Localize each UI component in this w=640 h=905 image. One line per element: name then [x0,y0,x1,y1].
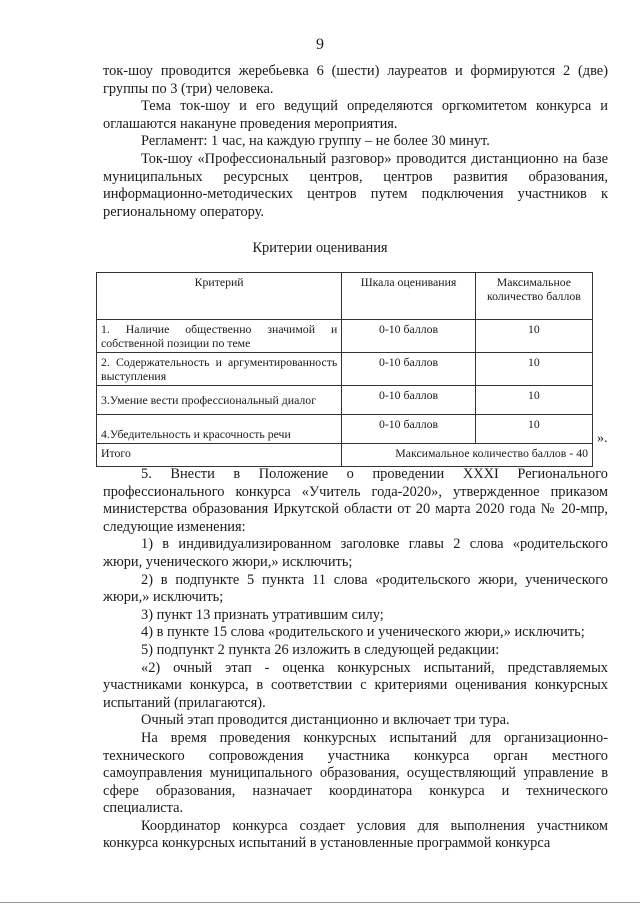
bottom-text-block [103,466,608,853]
table-row [97,415,593,444]
top-text-block [103,63,608,221]
table-caption: Критерии оценивания [252,240,388,256]
header-cell: Шкала оценивания [342,273,476,320]
closing-quote: ». [597,431,608,446]
paragraph: 1) в индивидуализированном заголовке главы 2 слова «родительского жюри, ученического жюри,» исключить; [103,536,608,570]
max-score-cell: 10 [475,415,592,444]
total-value-cell: Максимальное количество баллов - 40 [342,444,593,467]
table-total-row [97,444,593,467]
scale-cell: 0-10 баллов [342,353,476,386]
table-row [97,386,593,415]
scale-cell: 0-10 баллов [342,320,476,353]
total-label-cell: Итого [97,444,342,467]
scan-edge-divider [0,902,640,903]
scale-cell: 0-10 баллов [342,415,476,444]
criterion-cell: 1. Наличие общественно значимой и собственной позиции по теме [97,320,342,353]
paragraph: Ток-шоу «Профессиональный разговор» проводится дистанционно на базе муниципальных ресурсных центров, центров развития образования, информационно-методических центров путем подключения участников к региональному оператору. [103,150,608,220]
paragraph: Регламент: 1 час, на каждую группу – не более 30 минут. [141,133,490,150]
criterion-cell: 4.Убедительность и красочность речи [97,415,342,444]
paragraph: 4) в пункте 15 слова «родительского и ученического жюри,» исключить; [141,624,585,641]
paragraph: На время проведения конкурсных испытаний для организационно-технического сопровождения участника конкурса орган местного самоуправления муниципального образования, осуществляющий управление в сфере образования, назначает координатора конкурса и технического специалиста. [103,729,608,817]
paragraph: 2) в подпункте 5 пункта 11 слова «родительского жюри, ученического жюри,» исключить; [103,571,608,606]
table-row [97,320,593,353]
max-score-cell: 10 [475,353,592,386]
header-cell: Критерий [97,273,342,320]
page-number: 9 [316,36,324,53]
paragraph: Координатор конкурса создает условия для выполнения участником конкурса конкурсных испытаний в установленные программой конкурса [103,817,608,852]
paragraph: Очный этап проводится дистанционно и включает три тура. [141,712,510,729]
paragraph: 5) подпункт 2 пункта 26 изложить в следующей редакции: [141,641,500,658]
paragraph: ток-шоу проводится жеребьевка 6 (шести) лауреатов и формируются 2 (две) группы по 3 (три) человека. [103,63,608,97]
paragraph: 3) пункт 13 признать утратившим силу; [141,606,384,623]
paragraph: 5. Внести в Положение о проведении XXXI Регионального профессионального конкурса «Учитель года-2020», утвержденное приказом министерства образования Иркутской области от 20 марта 2020 года № 20-мпр, следующие изменения: [103,466,608,535]
criterion-cell: 2. Содержательность и аргументированность выступления [97,353,342,386]
scale-cell: 0-10 баллов [342,386,476,415]
max-score-cell: 10 [475,386,592,415]
criterion-cell: 3.Умение вести профессиональный диалог [97,386,342,415]
paragraph: Тема ток-шоу и его ведущий определяются оргкомитетом конкурса и оглашаются накануне проведения мероприятия. [103,98,608,132]
table-row [97,353,593,386]
header-cell: Максимальное количество баллов [475,273,592,320]
table-header-row [97,273,593,320]
paragraph: «2) очный этап - оценка конкурсных испытаний, представляемых участниками конкурса, в соответствии с критериями оценивания конкурсных испытаний (прилагаются). [103,659,608,711]
criteria-table [96,272,593,467]
max-score-cell: 10 [475,320,592,353]
